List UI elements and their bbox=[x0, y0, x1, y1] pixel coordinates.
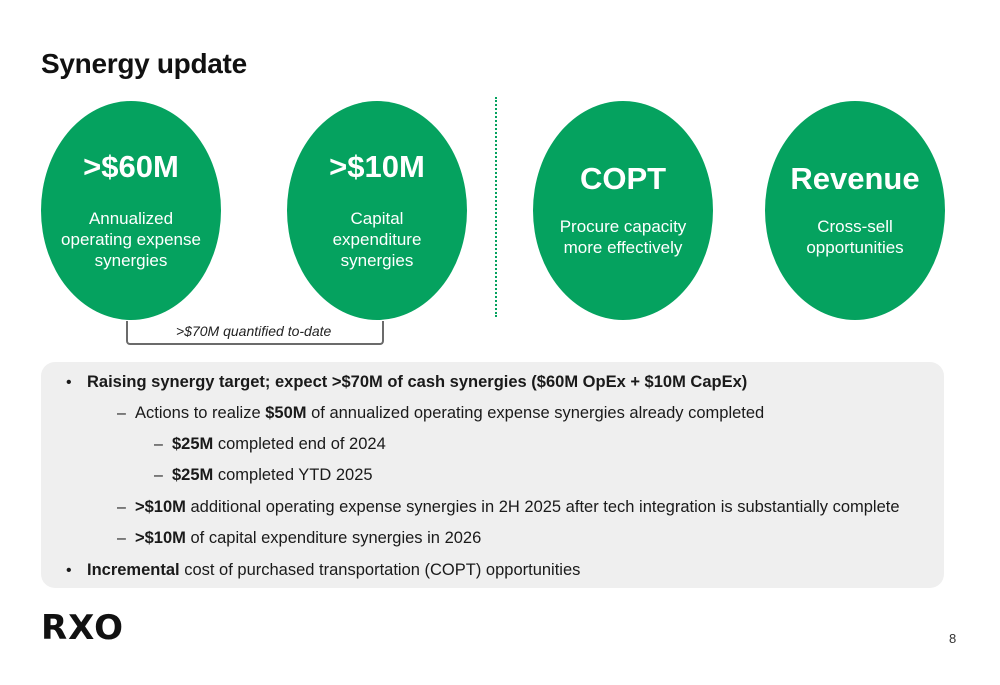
circle-copt bbox=[533, 101, 713, 320]
circle-value: >$10M bbox=[329, 148, 425, 184]
bullet-text: of annualized operating expense synergies already completed bbox=[306, 404, 765, 422]
dash-marker: – bbox=[117, 530, 126, 547]
circle-description: Procure capacity more effectively bbox=[559, 217, 687, 257]
bullet-text: additional operating expense synergies in 2H 2025 after tech integration is substantially complete bbox=[185, 498, 900, 516]
circle-value: Revenue bbox=[790, 161, 920, 196]
bullet-marker: • bbox=[66, 374, 72, 391]
circle-value: >$60M bbox=[83, 148, 179, 184]
circle-opex-synergies bbox=[41, 101, 221, 320]
bullet-bold: $25M bbox=[172, 466, 214, 484]
circle-description: Cross-sell opportunities bbox=[806, 217, 904, 257]
bullet-10m-capex bbox=[135, 529, 481, 548]
circle-capex-synergies bbox=[287, 101, 467, 320]
bullet-bold: $25M bbox=[172, 435, 214, 453]
page-title: Synergy update bbox=[41, 48, 247, 79]
circle-description: Annualized operating expense synergies bbox=[61, 208, 201, 270]
bullet-text: cost of purchased transportation (COPT) opportunities bbox=[179, 561, 581, 579]
bullet-bold: Incremental bbox=[87, 561, 180, 579]
bullet-bold: >$10M bbox=[135, 498, 186, 516]
dotted-divider bbox=[495, 97, 497, 317]
bullet-text: completed YTD 2025 bbox=[213, 466, 373, 484]
bullet-bold: >$10M bbox=[135, 529, 186, 547]
circle-revenue bbox=[765, 101, 945, 320]
bullet-marker: • bbox=[66, 562, 72, 579]
bullet-actions-realized bbox=[135, 404, 764, 423]
page-number: 8 bbox=[949, 631, 957, 646]
bullet-bold: $50M bbox=[265, 404, 307, 422]
dash-marker: – bbox=[117, 499, 126, 516]
bullet-incremental-copt bbox=[87, 561, 580, 580]
bullet-text: Actions to realize bbox=[135, 404, 266, 422]
bullet-10m-opex bbox=[135, 498, 900, 517]
circle-value: COPT bbox=[579, 161, 667, 196]
bullet-text: completed end of 2024 bbox=[213, 435, 386, 453]
dash-marker: – bbox=[117, 405, 126, 422]
bullet-bold: Raising synergy target; expect >$70M of cash synergies ($60M OpEx + $10M CapEx) bbox=[87, 373, 748, 391]
dash-marker: – bbox=[154, 436, 163, 453]
bullet-25m-ytd bbox=[172, 466, 373, 485]
rxo-logo: RXO bbox=[41, 608, 125, 648]
bullet-text: of capital expenditure synergies in 2026 bbox=[185, 529, 482, 547]
dash-marker: – bbox=[154, 467, 163, 484]
bullet-25m-2024 bbox=[172, 435, 386, 454]
circle-description: Capital expenditure synergies bbox=[332, 208, 422, 270]
bullet-raising-target bbox=[87, 373, 747, 392]
bracket-label: >$70M quantified to-date bbox=[176, 323, 332, 339]
